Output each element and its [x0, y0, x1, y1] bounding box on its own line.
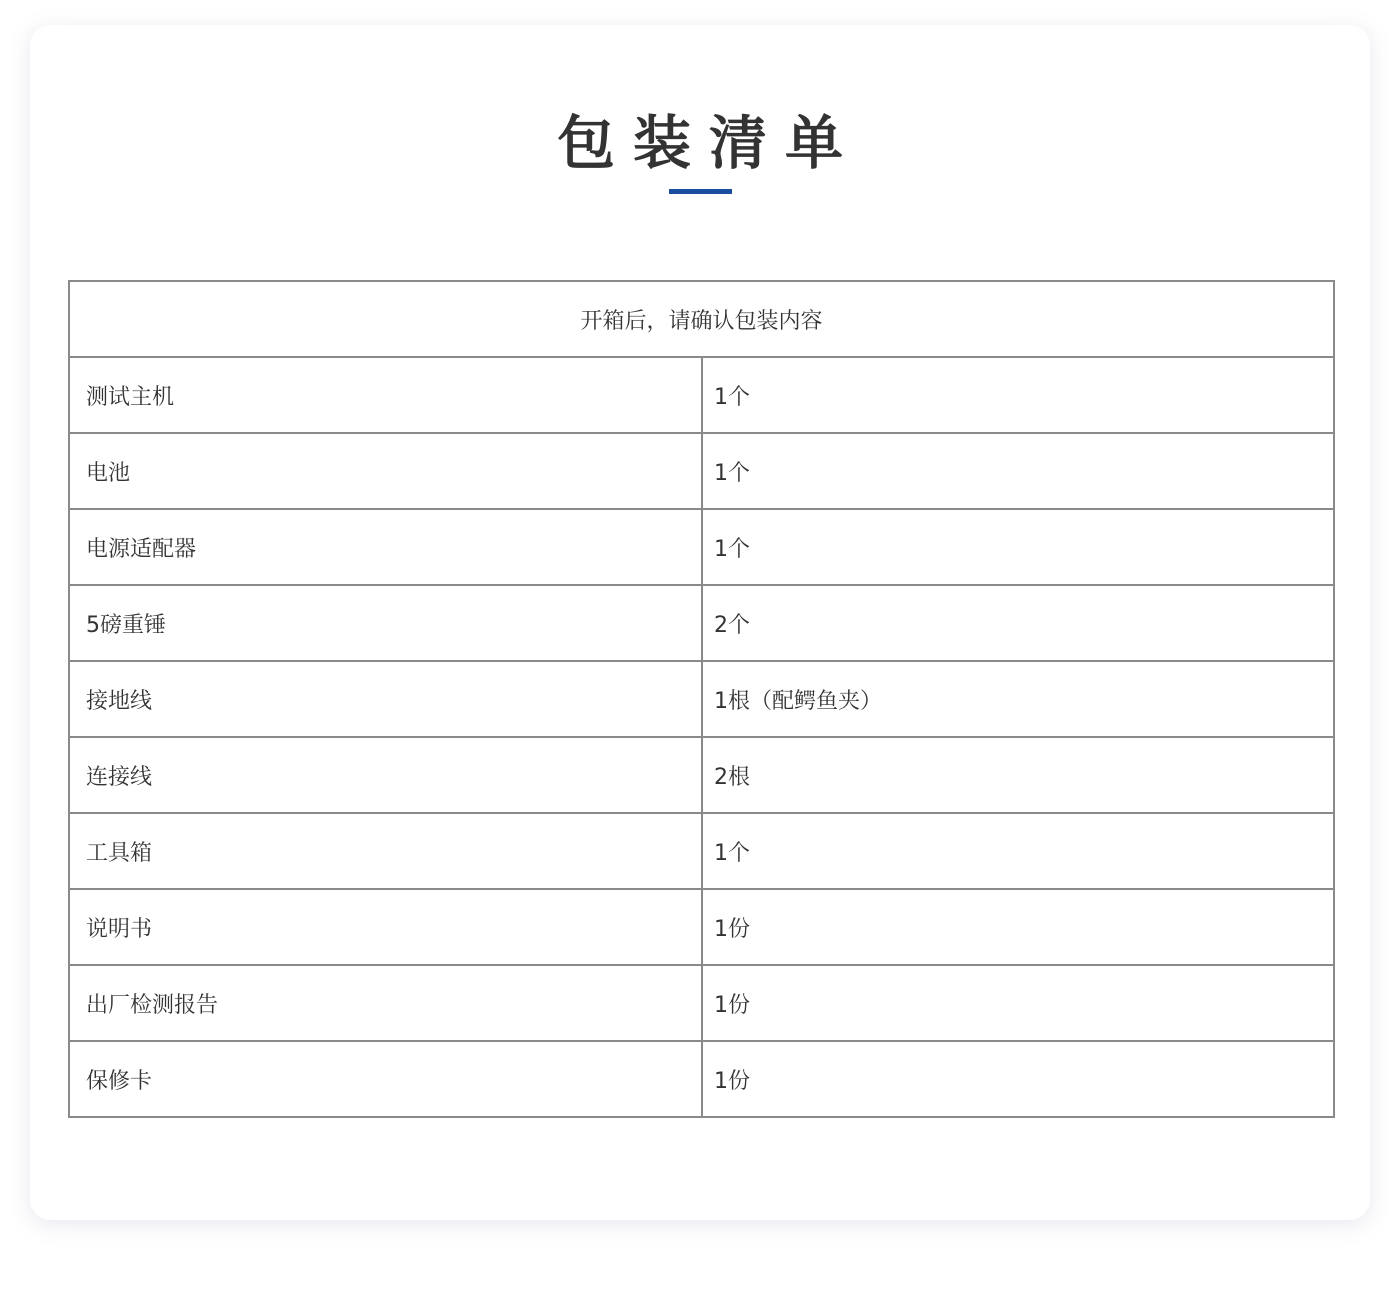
item-name: 测试主机	[69, 357, 702, 433]
item-name: 连接线	[69, 737, 702, 813]
item-name: 工具箱	[69, 813, 702, 889]
item-name: 保修卡	[69, 1041, 702, 1117]
item-quantity: 1份	[702, 965, 1334, 1041]
table-header: 开箱后，请确认包装内容	[69, 281, 1334, 357]
table-row	[69, 1041, 1334, 1117]
table-row	[69, 433, 1334, 509]
item-quantity: 1个	[702, 357, 1334, 433]
item-name: 电池	[69, 433, 702, 509]
item-quantity: 2个	[702, 585, 1334, 661]
table-row	[69, 585, 1334, 661]
item-name: 5磅重锤	[69, 585, 702, 661]
table-row	[69, 661, 1334, 737]
item-quantity: 2根	[702, 737, 1334, 813]
item-name: 接地线	[69, 661, 702, 737]
item-name: 出厂检测报告	[69, 965, 702, 1041]
item-name: 说明书	[69, 889, 702, 965]
table-row	[69, 737, 1334, 813]
item-quantity: 1份	[702, 889, 1334, 965]
table-row	[69, 357, 1334, 433]
packing-list-table	[68, 280, 1335, 1118]
item-quantity: 1个	[702, 433, 1334, 509]
table-row	[69, 965, 1334, 1041]
table-row	[69, 889, 1334, 965]
item-name: 电源适配器	[69, 509, 702, 585]
item-quantity: 1根（配鳄鱼夹）	[702, 661, 1334, 737]
table-header-row	[69, 281, 1334, 357]
item-quantity: 1个	[702, 509, 1334, 585]
title-underline	[669, 189, 732, 194]
item-quantity: 1份	[702, 1041, 1334, 1117]
table-row	[69, 509, 1334, 585]
page-title: 包装清单	[556, 109, 861, 177]
item-quantity: 1个	[702, 813, 1334, 889]
table-row	[69, 813, 1334, 889]
